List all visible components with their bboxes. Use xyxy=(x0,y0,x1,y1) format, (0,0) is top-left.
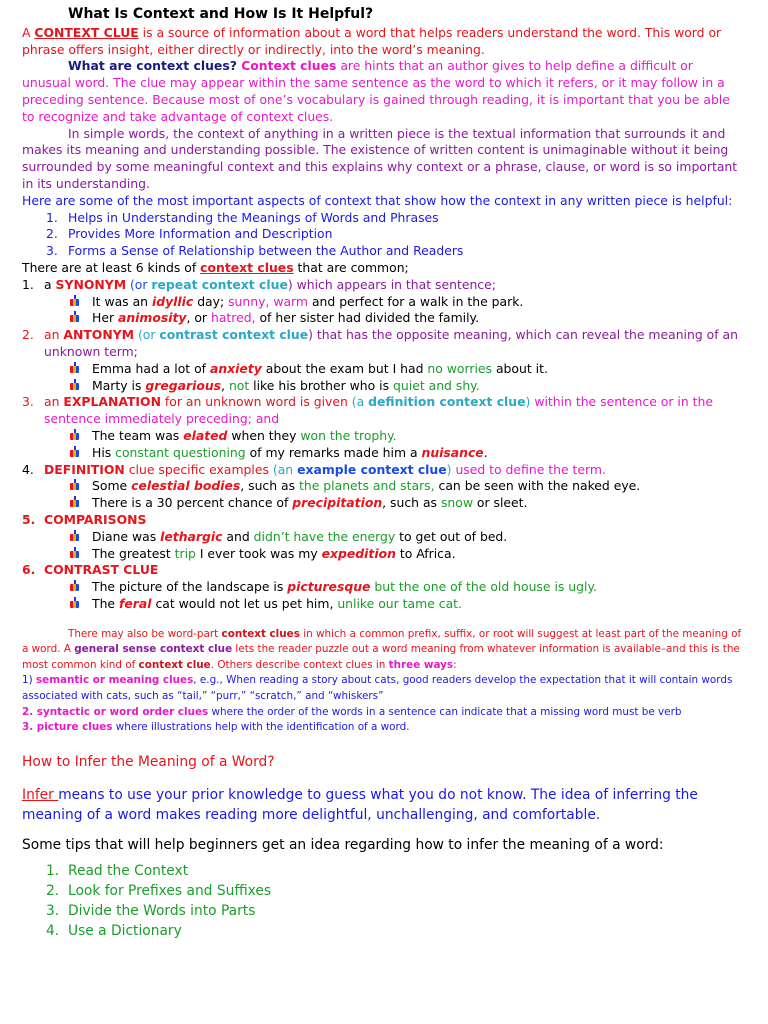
list-item xyxy=(46,901,744,921)
item-number: 6. xyxy=(22,562,36,578)
text: when they xyxy=(227,427,301,443)
text: There may also be word-part xyxy=(68,627,222,640)
text: can be seen with the naked eye. xyxy=(434,478,641,494)
text: and xyxy=(222,528,254,544)
term: EXPLANATION xyxy=(63,394,161,410)
way-1 xyxy=(22,673,744,704)
text: Emma had a lot of xyxy=(92,360,210,376)
item-number: 2. xyxy=(22,705,37,718)
text: of my remarks made him a xyxy=(245,444,422,460)
text: , or xyxy=(186,310,211,326)
bullet-icon xyxy=(68,294,92,310)
item-text: Read the Context xyxy=(68,862,189,879)
clue-text: didn’t have the energy xyxy=(253,528,396,544)
text: I ever took was my xyxy=(195,545,322,561)
clue-text: trip xyxy=(174,545,196,561)
term: ANTONYM xyxy=(63,327,135,343)
kind-contrast-clue xyxy=(22,562,744,579)
text: where illustrations help with the identification of a word. xyxy=(112,721,410,734)
text: A xyxy=(22,24,35,40)
question-heading: What are context clues? xyxy=(68,58,237,74)
text: or sleet. xyxy=(472,495,528,511)
example-item xyxy=(68,445,744,462)
item-text: Helps in Understanding the Meanings of Words and Phrases xyxy=(68,209,439,225)
text: an xyxy=(44,327,64,343)
item-text: Use a Dictionary xyxy=(68,922,182,939)
clue-text: the planets and stars, xyxy=(299,478,435,494)
clue-text: no worries xyxy=(427,360,493,376)
item-number: 2. xyxy=(22,327,34,343)
text: are hints that an author gives to help define a difficult or unusual word. The clue may appear within the same sentence as the word to which it refers, or it may follow in a preceding sentence. Because most of one’s vocabulary is gained through reading, it is important that you be able to recognize and take advantage of context clues. xyxy=(22,58,730,124)
example-item xyxy=(68,495,744,512)
way-3 xyxy=(22,720,744,736)
item-number: 1. xyxy=(22,276,34,292)
term: three ways xyxy=(388,658,454,671)
text: means to use your prior knowledge to guess what you do not know. The idea of inferring the meaning of a word makes reading more delightful, unchallenging, and comfortable. xyxy=(22,786,698,823)
term: context clues xyxy=(200,259,294,275)
kind-definition xyxy=(22,462,744,479)
bullet-icon xyxy=(68,310,92,326)
intro-paragraph-3: In simple words, the context of anything in a written piece is the textual information that surrounds it and makes its meaning and understanding possible. The existence of written content is unimaginable without it being surrounded by some meaningful context and this explains why context or a phrase, clause, or word is so important in its understanding. xyxy=(22,125,738,191)
bullet-icon xyxy=(68,495,92,511)
clue-text: not xyxy=(228,377,250,393)
text: , such as xyxy=(240,478,300,494)
bullet-icon xyxy=(68,361,92,377)
text: of her sister had divided the family. xyxy=(255,310,480,326)
text: Her xyxy=(92,310,118,326)
clue-type: repeat context clue xyxy=(151,276,288,292)
text: where the order of the words in a sentence can indicate that a missing word must be verb xyxy=(208,705,682,718)
target-word: animosity xyxy=(117,310,187,326)
example-item xyxy=(68,428,744,445)
text: . xyxy=(483,444,488,460)
bullet-icon xyxy=(68,546,92,562)
text: and perfect for a walk in the park. xyxy=(308,293,524,309)
text: like his brother who is xyxy=(249,377,394,393)
term: semantic or meaning clues xyxy=(35,674,194,687)
text: The team was xyxy=(92,427,184,443)
text: an xyxy=(44,394,64,410)
text: It was an xyxy=(92,293,152,309)
clue-text: sunny, warm xyxy=(228,293,308,309)
target-word: lethargic xyxy=(160,528,223,544)
list-item xyxy=(46,210,744,227)
item-number: 3. xyxy=(46,243,58,259)
clue-text: but the one of the old house is ugly. xyxy=(370,579,597,595)
kind-synonym xyxy=(22,277,744,294)
text: ) xyxy=(525,394,531,410)
intro-paragraph-1 xyxy=(22,25,744,59)
kind-antonym xyxy=(22,327,744,361)
bullet-icon xyxy=(68,428,92,444)
kinds-intro xyxy=(22,260,744,277)
text: (or xyxy=(126,276,152,292)
text: There is a 30 percent chance of xyxy=(92,495,293,511)
target-word: celestial bodies xyxy=(131,478,241,494)
text: The xyxy=(92,595,119,611)
text: The greatest xyxy=(92,545,175,561)
text: (a xyxy=(351,394,369,410)
text: , xyxy=(221,377,229,393)
example-item xyxy=(68,579,744,596)
text: in which a common prefix, suffix, or root will suggest at least part of the meaning of a word. A xyxy=(22,627,742,656)
wordpart-section xyxy=(22,627,744,736)
target-word: idyllic xyxy=(151,293,194,309)
aspects-list xyxy=(46,210,744,260)
text: His xyxy=(92,444,116,460)
term: context clue xyxy=(138,658,211,671)
text: to Africa. xyxy=(395,545,456,561)
example-item xyxy=(68,529,744,546)
item-text: Look for Prefixes and Suffixes xyxy=(68,882,272,899)
text: (an xyxy=(272,461,298,477)
item-number: 5. xyxy=(22,511,36,527)
term: CONTRAST CLUE xyxy=(44,562,159,578)
target-word: elated xyxy=(183,427,228,443)
clue-text: hatred, xyxy=(210,310,256,326)
bullet-icon xyxy=(68,596,92,612)
target-word: nuisance xyxy=(421,444,484,460)
bullet-icon xyxy=(68,529,92,545)
clue-text: quiet and shy. xyxy=(393,377,480,393)
text: within the sentence or in the sentence immediately preceding; and xyxy=(44,394,713,427)
target-word: picturesque xyxy=(287,579,371,595)
item-number: 3. xyxy=(22,394,34,410)
item-number: 1) xyxy=(22,674,36,687)
item-number: 1. xyxy=(46,862,60,879)
page-title: What Is Context and How Is It Helpful? xyxy=(68,6,374,22)
example-item xyxy=(68,378,744,395)
text: clue specific examples xyxy=(124,461,273,477)
term: COMPARISONS xyxy=(44,511,147,527)
kind-comparisons xyxy=(22,512,744,529)
example-item xyxy=(68,361,744,378)
bullet-icon xyxy=(68,445,92,461)
way-2 xyxy=(22,705,744,721)
item-number: 3. xyxy=(46,902,60,919)
list-item xyxy=(46,226,744,243)
clue-text: constant questioning xyxy=(115,444,246,460)
kind-explanation xyxy=(22,394,744,428)
text: Marty is xyxy=(92,377,146,393)
text: Diane was xyxy=(92,528,161,544)
term-context-clue: CONTEXT CLUE xyxy=(34,24,139,40)
list-item xyxy=(46,861,744,881)
target-word: gregarious xyxy=(145,377,222,393)
document-page xyxy=(22,6,744,941)
intro-paragraph-2 xyxy=(22,58,744,125)
text: is a source of information about a word that helps readers understand the word. This word or phrase offers insight, either directly or indirectly, into the word’s meaning. xyxy=(22,24,722,57)
clue-text: snow xyxy=(440,495,473,511)
example-item xyxy=(68,294,744,311)
text: day; xyxy=(193,293,229,309)
wordpart-paragraph xyxy=(22,627,744,674)
tips-list xyxy=(46,861,744,941)
text: , e.g., When reading a story about cats, good readers develop the expectation that it will contain words associated with cats, such as “tail,” “purr,” “scratch,” and “whiskers” xyxy=(22,674,733,703)
text: , such as xyxy=(382,495,441,511)
item-text: Forms a Sense of Relationship between the Author and Readers xyxy=(68,243,464,259)
item-number: 4. xyxy=(22,461,34,477)
text: about the exam but I had xyxy=(261,360,428,376)
infer-paragraph xyxy=(22,785,744,825)
text: : xyxy=(453,658,457,671)
item-text: Divide the Words into Parts xyxy=(68,902,256,919)
target-word: anxiety xyxy=(209,360,262,376)
list-item xyxy=(46,243,744,260)
term: syntactic or word order clues xyxy=(36,705,209,718)
list-item xyxy=(46,881,744,901)
clue-type: contrast context clue xyxy=(159,327,309,343)
target-word: expedition xyxy=(321,545,396,561)
text: cat would not let us pet him, xyxy=(151,595,338,611)
text: ) that has the opposite meaning, which can reveal the meaning of an unknown term; xyxy=(44,327,738,359)
clue-type: definition context clue xyxy=(368,394,526,410)
bullet-icon xyxy=(68,378,92,394)
term: DEFINITION xyxy=(44,461,125,477)
tips-intro: Some tips that will help beginners get an idea regarding how to infer the meaning of a word: xyxy=(22,836,664,853)
target-word: feral xyxy=(118,595,152,611)
item-number: 2. xyxy=(46,226,58,242)
text: used to define the term. xyxy=(451,461,606,477)
text: ) xyxy=(446,461,452,477)
text: lets the reader puzzle out a word meaning from whatever information is available–and this is the most common kind of xyxy=(22,643,740,671)
text: about it. xyxy=(492,360,548,376)
text: ) which appears in that sentence; xyxy=(287,276,496,292)
text: Some xyxy=(92,478,132,494)
bullet-icon xyxy=(68,579,92,595)
text: The picture of the landscape is xyxy=(92,579,288,595)
target-word: precipitation xyxy=(292,495,383,511)
item-number: 3. xyxy=(22,721,37,734)
item-number: 2. xyxy=(46,882,60,899)
text: There are at least 6 kinds of xyxy=(22,259,201,275)
item-number: 1. xyxy=(46,209,58,225)
text: to get out of bed. xyxy=(395,528,508,544)
intro-paragraph-4: Here are some of the most important aspects of context that show how the context in any written piece is helpful: xyxy=(22,192,733,208)
infer-heading: How to Infer the Meaning of a Word? xyxy=(22,753,275,770)
term: general sense context clue xyxy=(74,643,233,656)
example-item xyxy=(68,478,744,495)
example-item xyxy=(68,310,744,327)
clue-text: unlike our tame cat. xyxy=(337,595,462,611)
item-text: Provides More Information and Description xyxy=(68,226,333,242)
text: for an unknown word is given xyxy=(160,394,352,410)
clue-type: example context clue xyxy=(297,461,447,477)
list-item xyxy=(46,921,744,941)
text: . Others describe context clues in xyxy=(210,658,389,671)
term: Infer xyxy=(22,786,59,803)
term-context-clues: Context clues xyxy=(236,58,337,74)
text: (or xyxy=(134,327,160,343)
term: SYNONYM xyxy=(55,276,127,292)
term: context clues xyxy=(221,627,300,640)
text: a xyxy=(44,276,56,292)
item-number: 4. xyxy=(46,922,60,939)
clue-text: won the trophy. xyxy=(300,427,397,443)
example-item xyxy=(68,596,744,613)
text: that are common; xyxy=(293,259,409,275)
example-item xyxy=(68,546,744,563)
term: picture clues xyxy=(36,721,113,734)
bullet-icon xyxy=(68,478,92,494)
